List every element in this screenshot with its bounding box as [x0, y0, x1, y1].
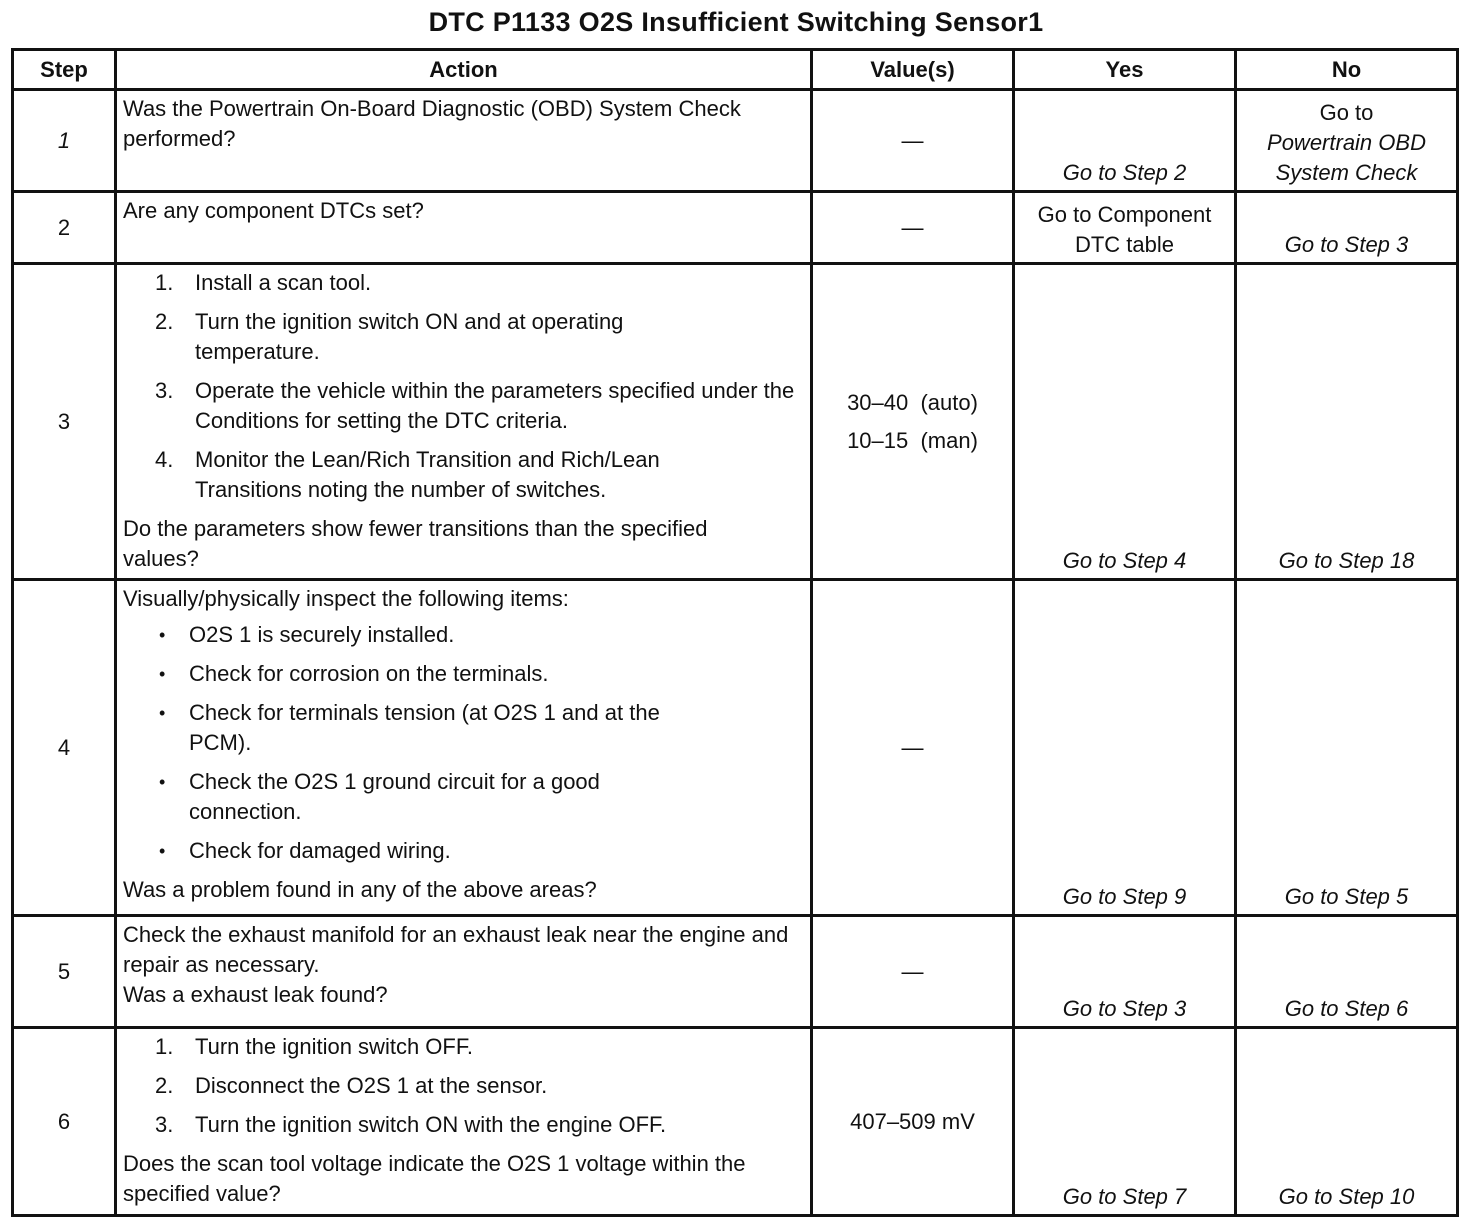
no-cell — [1236, 1028, 1458, 1216]
list-item — [155, 445, 804, 505]
yes-cell — [1014, 1028, 1236, 1216]
step-number: 3 — [13, 264, 116, 580]
action-cell — [116, 192, 812, 264]
step-number: 1 — [13, 90, 116, 192]
list-item-text: O2S 1 is securely installed. — [189, 622, 455, 647]
page-title: DTC P1133 O2S Insufficient Switching Sensor1 — [428, 7, 1044, 37]
bullet-icon: • — [159, 772, 166, 792]
list-item-text: Check for damaged wiring. — [189, 838, 451, 863]
list-item-number: 1. — [155, 1034, 174, 1059]
value-cell — [812, 264, 1014, 580]
action-question: Was a exhaust leak found? — [123, 982, 388, 1007]
bullet-icon: • — [159, 664, 166, 684]
yes-cell — [1014, 90, 1236, 192]
list-item-number: 2. — [155, 1073, 174, 1098]
list-item — [159, 659, 804, 689]
list-item-text: Check for terminals tension (at O2S 1 and at the PCM). — [189, 700, 660, 755]
no-cell — [1236, 580, 1458, 916]
list-item-text: Check the O2S 1 ground circuit for a good connection. — [189, 769, 600, 824]
action-question: Does the scan tool voltage indicate the O2S 1 voltage within the specified value? — [123, 1151, 746, 1206]
list-item — [155, 268, 804, 298]
action-cell — [116, 90, 812, 192]
value-auto: 30–40 (auto) — [847, 389, 978, 415]
value-cell: — — [812, 916, 1014, 1028]
list-item-text: Disconnect the O2S 1 at the sensor. — [195, 1073, 548, 1098]
list-item-text: Install a scan tool. — [195, 270, 372, 295]
list-item — [155, 1071, 804, 1101]
diagnostic-table — [11, 48, 1459, 1217]
no-goto: Go to Step 6 — [1284, 996, 1409, 1021]
list-item-number: 1. — [155, 270, 174, 295]
list-item-number: 3. — [155, 1112, 174, 1137]
no-goto: Go to Step 3 — [1284, 232, 1409, 257]
step-number: 2 — [13, 192, 116, 264]
list-item — [159, 620, 804, 650]
table-row — [13, 580, 1458, 916]
list-item-text: Turn the ignition switch ON and at operating temperature. — [195, 309, 624, 364]
list-item-text: Turn the ignition switch OFF. — [195, 1034, 473, 1059]
no-cell — [1236, 90, 1458, 192]
yes-cell — [1014, 580, 1236, 916]
action-cell — [116, 1028, 812, 1216]
procedure-list — [123, 268, 804, 505]
header-no: No — [1236, 50, 1458, 90]
list-item — [159, 767, 804, 827]
table-row — [13, 1028, 1458, 1216]
yes-goto: Go to Step 4 — [1062, 548, 1187, 573]
table-header-row — [13, 50, 1458, 90]
bullet-icon: • — [159, 625, 166, 645]
yes-goto: Go to Step 3 — [1062, 996, 1187, 1021]
list-item-number: 3. — [155, 378, 174, 403]
list-item-text: Check for corrosion on the terminals. — [189, 661, 549, 686]
value-cell: — — [812, 90, 1014, 192]
procedure-list — [123, 1032, 804, 1140]
no-cell — [1236, 264, 1458, 580]
header-yes: Yes — [1014, 50, 1236, 90]
list-item — [155, 376, 804, 436]
inspection-list — [123, 620, 804, 866]
action-question: Was a problem found in any of the above areas? — [123, 877, 597, 902]
no-cell — [1236, 916, 1458, 1028]
yes-goto: Go to Step 2 — [1062, 160, 1187, 185]
yes-goto: Go to Component DTC table — [1037, 202, 1212, 257]
no-goto: Go to Step 5 — [1284, 884, 1409, 909]
step-number: 5 — [13, 916, 116, 1028]
bullet-icon: • — [159, 841, 166, 861]
action-cell — [116, 916, 812, 1028]
no-goto: Go to Step 10 — [1278, 1184, 1415, 1209]
list-item — [155, 307, 804, 367]
value-manual: 10–15 (man) — [847, 427, 978, 453]
no-cell — [1236, 192, 1458, 264]
list-item — [155, 1110, 804, 1140]
value-cell: — — [812, 580, 1014, 916]
header-action: Action — [116, 50, 812, 90]
step-number: 6 — [13, 1028, 116, 1216]
no-goto-prefix: Go to — [1319, 100, 1374, 125]
table-row — [13, 264, 1458, 580]
list-item-text: Operate the vehicle within the parameters specified under the Conditions for setting the DTC criteria. — [195, 378, 795, 433]
list-item-text: Monitor the Lean/Rich Transition and Rich/Lean Transitions noting the number of switches. — [195, 447, 660, 502]
yes-cell — [1014, 192, 1236, 264]
action-text: Check the exhaust manifold for an exhaust leak near the engine and repair as necessary. — [123, 922, 789, 977]
list-item — [155, 1032, 804, 1062]
yes-cell — [1014, 264, 1236, 580]
header-values: Value(s) — [812, 50, 1014, 90]
table-row — [13, 90, 1458, 192]
action-text: Are any component DTCs set? — [123, 198, 424, 223]
action-question: Do the parameters show fewer transitions than the specified values? — [123, 516, 708, 571]
list-item-text: Turn the ignition switch ON with the engine OFF. — [195, 1112, 667, 1137]
list-item-number: 4. — [155, 447, 174, 472]
yes-goto: Go to Step 7 — [1062, 1184, 1187, 1209]
bullet-icon: • — [159, 703, 166, 723]
action-cell — [116, 264, 812, 580]
yes-goto: Go to Step 9 — [1062, 884, 1187, 909]
yes-cell — [1014, 916, 1236, 1028]
value-cell: 407–509 mV — [812, 1028, 1014, 1216]
list-item — [159, 698, 804, 758]
action-cell — [116, 580, 812, 916]
list-item — [159, 836, 804, 866]
list-item-number: 2. — [155, 309, 174, 334]
action-intro: Visually/physically inspect the following items: — [123, 586, 569, 611]
step-number: 4 — [13, 580, 116, 916]
value-cell: — — [812, 192, 1014, 264]
table-row — [13, 192, 1458, 264]
header-step: Step — [13, 50, 116, 90]
table-row — [13, 916, 1458, 1028]
no-goto: Go to Step 18 — [1278, 548, 1415, 573]
no-goto-target: Powertrain OBD System Check — [1267, 130, 1426, 185]
action-text: Was the Powertrain On-Board Diagnostic (OBD) System Check performed? — [123, 96, 741, 151]
